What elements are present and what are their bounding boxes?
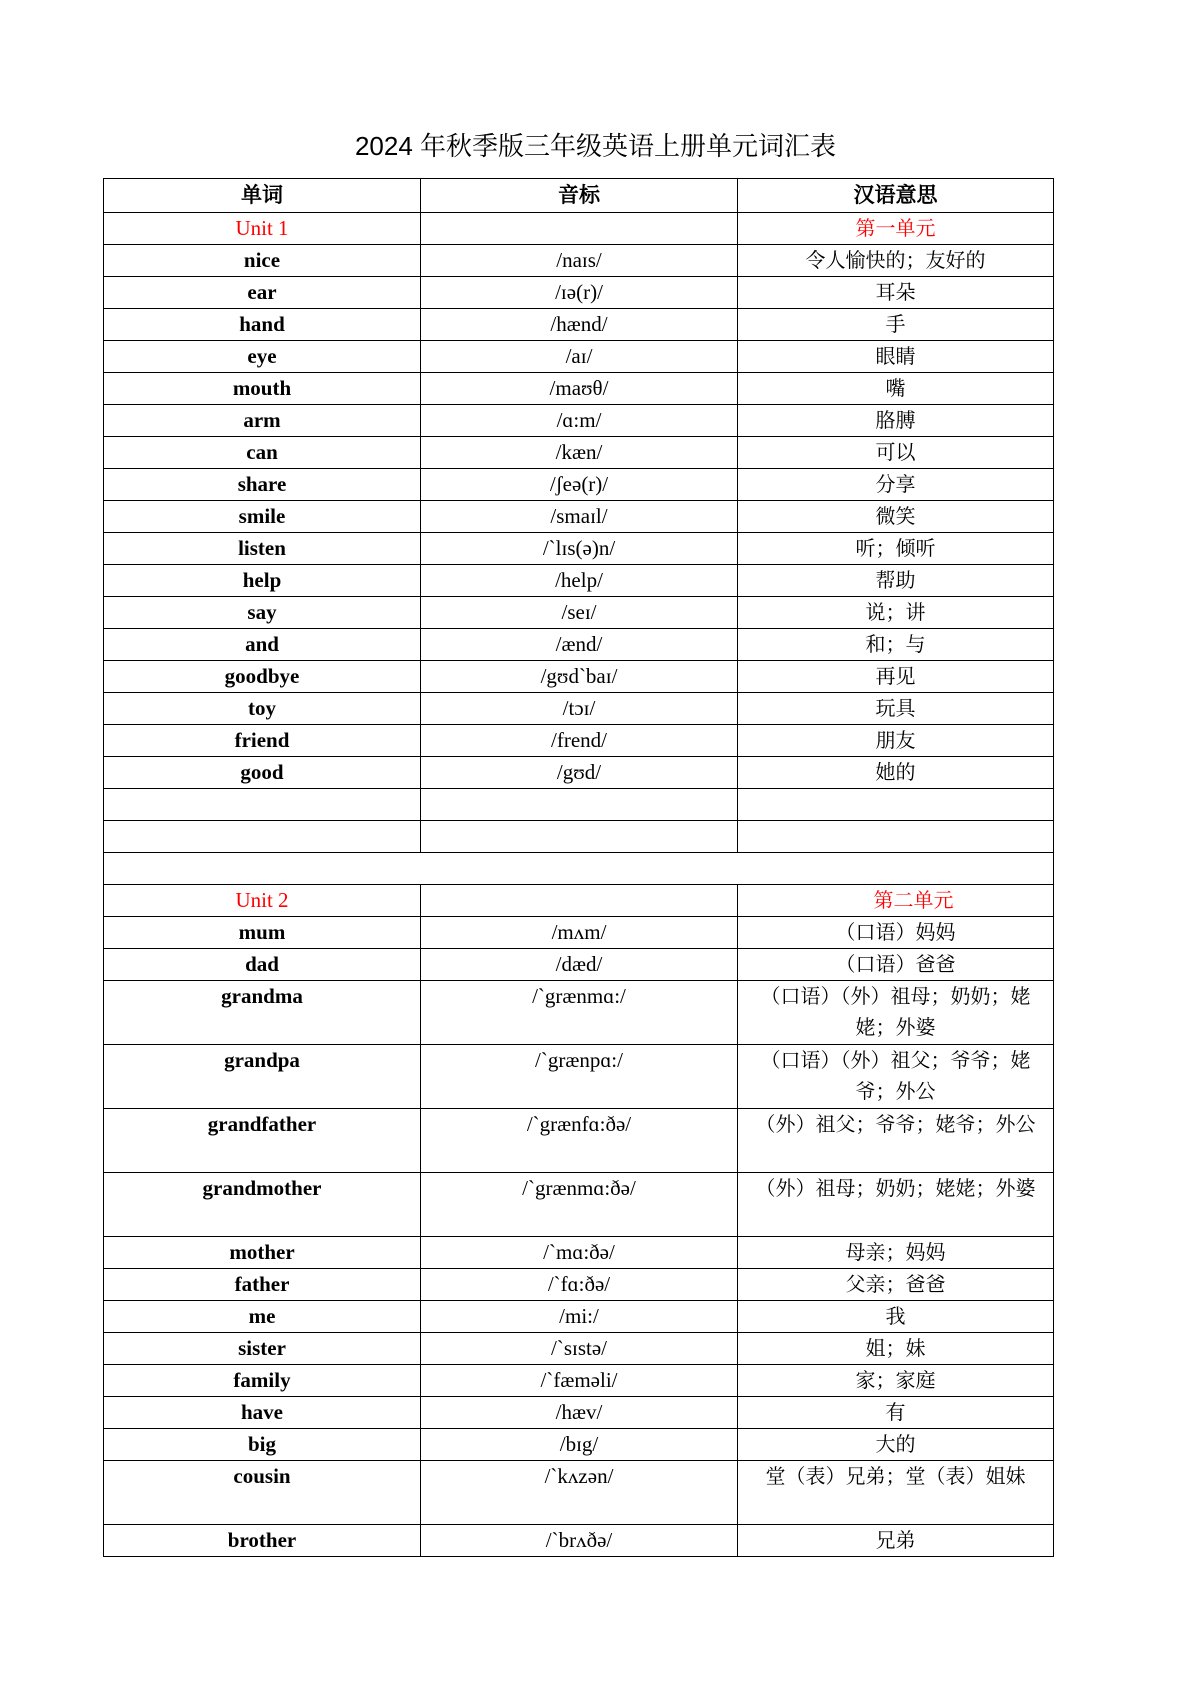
meaning-cell: 再见: [738, 661, 1054, 693]
phonetic-cell: /ɑ:m/: [421, 405, 738, 437]
word-cell: father: [104, 1269, 421, 1301]
meaning-cell: 我: [738, 1301, 1054, 1333]
word-cell: eye: [104, 341, 421, 373]
table-row: [104, 565, 1054, 597]
phonetic-cell: /tɔɪ/: [421, 693, 738, 725]
meaning-cell: （口语）妈妈: [738, 917, 1054, 949]
phonetic-cell: /`brʌðə/: [421, 1525, 738, 1557]
phonetic-cell: /gʊd`baɪ/: [421, 661, 738, 693]
meaning-cell: 朋友: [738, 725, 1054, 757]
table-row: [104, 597, 1054, 629]
table-row: [104, 1301, 1054, 1333]
word-cell: dad: [104, 949, 421, 981]
word-cell: grandmother: [104, 1173, 421, 1237]
phonetic-cell: /mʌm/: [421, 917, 738, 949]
word-cell: grandpa: [104, 1045, 421, 1109]
word-cell: ear: [104, 277, 421, 309]
table-row: [104, 437, 1054, 469]
phonetic-cell: /`grænmɑ:ðə/: [421, 1173, 738, 1237]
unit-header-row: [104, 213, 1054, 245]
word-cell: mum: [104, 917, 421, 949]
unit-label: Unit 1: [104, 213, 421, 245]
meaning-cell: 玩具: [738, 693, 1054, 725]
meaning-cell: 说；讲: [738, 597, 1054, 629]
table-row: [104, 1045, 1054, 1109]
phonetic-cell: /gʊd/: [421, 757, 738, 789]
meaning-cell: 家；家庭: [738, 1365, 1054, 1397]
meaning-cell: 有: [738, 1397, 1054, 1429]
empty-cell: [738, 821, 1054, 853]
word-cell: brother: [104, 1525, 421, 1557]
table-row: [104, 373, 1054, 405]
meaning-cell: （口语）（外）祖父；爷爷；姥爷；外公: [738, 1045, 1054, 1109]
phonetic-cell: /ɪə(r)/: [421, 277, 738, 309]
spacer-row: [104, 853, 1054, 885]
word-cell: me: [104, 1301, 421, 1333]
word-cell: listen: [104, 533, 421, 565]
table-row: [104, 725, 1054, 757]
meaning-cell: 令人愉快的；友好的: [738, 245, 1054, 277]
table-row: [104, 757, 1054, 789]
phonetic-cell: /`lɪs(ə)n/: [421, 533, 738, 565]
phonetic-cell: /help/: [421, 565, 738, 597]
unit-cn-label: 第二单元: [738, 885, 1054, 917]
meaning-cell: 听；倾听: [738, 533, 1054, 565]
meaning-cell: 手: [738, 309, 1054, 341]
table-row: [104, 949, 1054, 981]
phonetic-cell: /frend/: [421, 725, 738, 757]
word-cell: friend: [104, 725, 421, 757]
phonetic-cell: /`fæməli/: [421, 1365, 738, 1397]
table-row: [104, 1429, 1054, 1461]
header-phonetic: 音标: [421, 179, 738, 213]
phonetic-cell: /dæd/: [421, 949, 738, 981]
table-header-row: [104, 179, 1054, 213]
phonetic-cell: /`grænpɑ:/: [421, 1045, 738, 1109]
meaning-cell: （外）祖母；奶奶；姥姥；外婆: [738, 1173, 1054, 1237]
empty-cell: [738, 789, 1054, 821]
empty-cell: [421, 821, 738, 853]
word-cell: hand: [104, 309, 421, 341]
table-row: [104, 1365, 1054, 1397]
meaning-cell: 姐；妹: [738, 1333, 1054, 1365]
unit-cn-label: 第一单元: [738, 213, 1054, 245]
table-row: [104, 533, 1054, 565]
meaning-cell: 嘴: [738, 373, 1054, 405]
word-cell: and: [104, 629, 421, 661]
phonetic-cell: /ʃeə(r)/: [421, 469, 738, 501]
phonetic-cell: /`mɑ:ðə/: [421, 1237, 738, 1269]
word-cell: mouth: [104, 373, 421, 405]
empty-row: [104, 821, 1054, 853]
phonetic-cell: /hæv/: [421, 1397, 738, 1429]
spacer-cell: [104, 853, 1054, 885]
phonetic-cell: /`grænfɑ:ðə/: [421, 1109, 738, 1173]
word-cell: can: [104, 437, 421, 469]
empty-row: [104, 789, 1054, 821]
meaning-cell: 兄弟: [738, 1525, 1054, 1557]
header-meaning: 汉语意思: [738, 179, 1054, 213]
table-row: [104, 309, 1054, 341]
meaning-cell: （口语）爸爸: [738, 949, 1054, 981]
meaning-cell: 母亲；妈妈: [738, 1237, 1054, 1269]
word-cell: say: [104, 597, 421, 629]
table-row: [104, 469, 1054, 501]
phonetic-cell: /kæn/: [421, 437, 738, 469]
phonetic-cell: /smaɪl/: [421, 501, 738, 533]
table-row: [104, 981, 1054, 1045]
unit-empty-cell: [421, 885, 738, 917]
meaning-cell: 帮助: [738, 565, 1054, 597]
word-cell: big: [104, 1429, 421, 1461]
table-row: [104, 277, 1054, 309]
table-row: [104, 1173, 1054, 1237]
meaning-cell: 微笑: [738, 501, 1054, 533]
phonetic-cell: /aɪ/: [421, 341, 738, 373]
empty-cell: [421, 789, 738, 821]
meaning-cell: 眼睛: [738, 341, 1054, 373]
table-row: [104, 1461, 1054, 1525]
meaning-cell: 胳膊: [738, 405, 1054, 437]
vocabulary-table: [103, 178, 1054, 1557]
word-cell: share: [104, 469, 421, 501]
table-row: [104, 245, 1054, 277]
word-cell: grandfather: [104, 1109, 421, 1173]
unit-empty-cell: [421, 213, 738, 245]
table-row: [104, 341, 1054, 373]
table-row: [104, 1397, 1054, 1429]
phonetic-cell: /seɪ/: [421, 597, 738, 629]
phonetic-cell: /bɪg/: [421, 1429, 738, 1461]
meaning-cell: 父亲；爸爸: [738, 1269, 1054, 1301]
phonetic-cell: /maʊθ/: [421, 373, 738, 405]
word-cell: good: [104, 757, 421, 789]
meaning-cell: 可以: [738, 437, 1054, 469]
table-row: [104, 917, 1054, 949]
word-cell: nice: [104, 245, 421, 277]
word-cell: smile: [104, 501, 421, 533]
word-cell: cousin: [104, 1461, 421, 1525]
table-row: [104, 1333, 1054, 1365]
meaning-cell: （外）祖父；爷爷；姥爷；外公: [738, 1109, 1054, 1173]
phonetic-cell: /`kʌzən/: [421, 1461, 738, 1525]
word-cell: sister: [104, 1333, 421, 1365]
table-row: [104, 661, 1054, 693]
empty-cell: [104, 789, 421, 821]
phonetic-cell: /`grænmɑ:/: [421, 981, 738, 1045]
phonetic-cell: /`sɪstə/: [421, 1333, 738, 1365]
table-row: [104, 1237, 1054, 1269]
unit-header-row: [104, 885, 1054, 917]
page-title: 2024 年秋季版三年级英语上册单元词汇表: [354, 131, 837, 161]
table-row: [104, 405, 1054, 437]
word-cell: have: [104, 1397, 421, 1429]
phonetic-cell: /mi:/: [421, 1301, 738, 1333]
meaning-cell: 和；与: [738, 629, 1054, 661]
word-cell: family: [104, 1365, 421, 1397]
table-row: [104, 1525, 1054, 1557]
meaning-cell: 堂（表）兄弟；堂（表）姐妹: [738, 1461, 1054, 1525]
word-cell: toy: [104, 693, 421, 725]
table-row: [104, 693, 1054, 725]
phonetic-cell: /ænd/: [421, 629, 738, 661]
meaning-cell: 她的: [738, 757, 1054, 789]
word-cell: arm: [104, 405, 421, 437]
table-row: [104, 1269, 1054, 1301]
empty-cell: [104, 821, 421, 853]
phonetic-cell: /naɪs/: [421, 245, 738, 277]
table-row: [104, 501, 1054, 533]
word-cell: mother: [104, 1237, 421, 1269]
phonetic-cell: /`fɑ:ðə/: [421, 1269, 738, 1301]
word-cell: grandma: [104, 981, 421, 1045]
table-row: [104, 629, 1054, 661]
unit-label: Unit 2: [104, 885, 421, 917]
meaning-cell: （口语）（外）祖母；奶奶；姥姥；外婆: [738, 981, 1054, 1045]
word-cell: help: [104, 565, 421, 597]
meaning-cell: 分享: [738, 469, 1054, 501]
meaning-cell: 大的: [738, 1429, 1054, 1461]
header-word: 单词: [104, 179, 421, 213]
phonetic-cell: /hænd/: [421, 309, 738, 341]
meaning-cell: 耳朵: [738, 277, 1054, 309]
table-row: [104, 1109, 1054, 1173]
word-cell: goodbye: [104, 661, 421, 693]
